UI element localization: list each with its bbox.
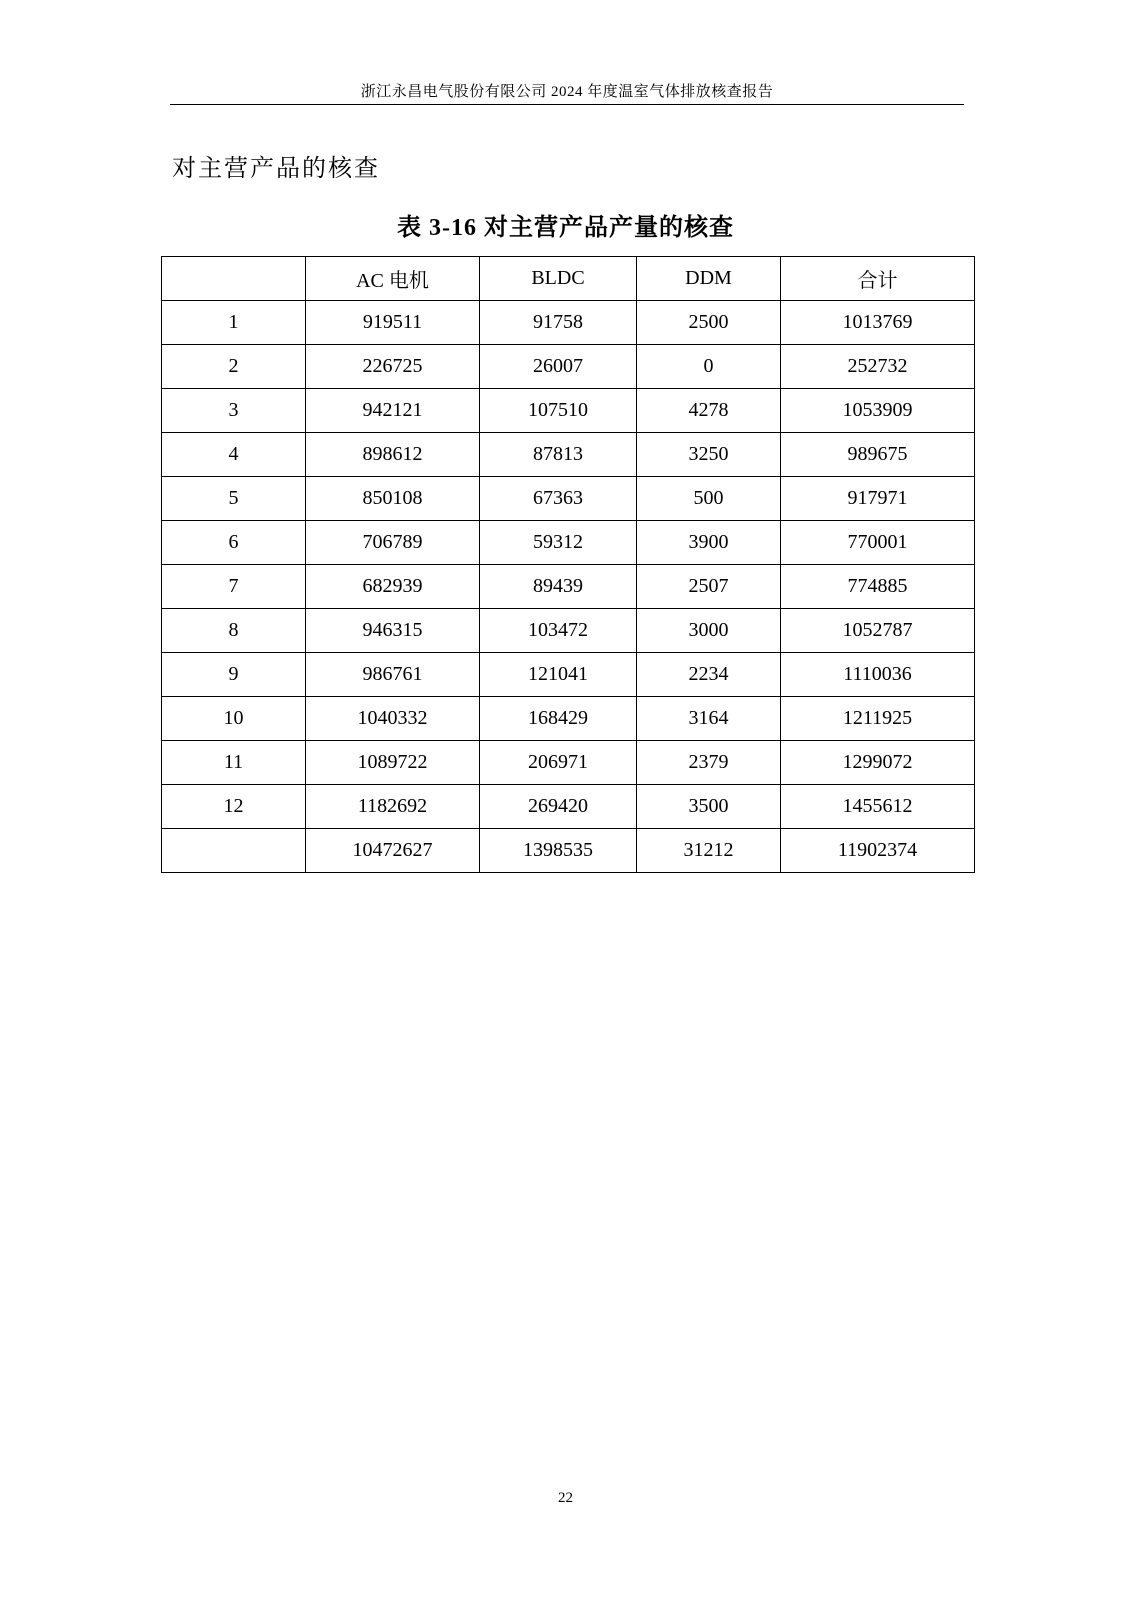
table-header-row	[162, 257, 975, 301]
ac-motor-cell: 946315	[306, 609, 480, 653]
table-row	[162, 653, 975, 697]
column-header-ddm: DDM	[637, 257, 781, 301]
bldc-cell: 206971	[480, 741, 637, 785]
month-cell: 9	[162, 653, 306, 697]
header-rule	[170, 104, 964, 105]
bldc-cell: 26007	[480, 345, 637, 389]
table-row	[162, 609, 975, 653]
table-total-row	[162, 829, 975, 873]
bldc-cell: 121041	[480, 653, 637, 697]
table-row	[162, 433, 975, 477]
ac-motor-cell: 898612	[306, 433, 480, 477]
table-row	[162, 785, 975, 829]
ddm-cell: 500	[637, 477, 781, 521]
month-cell: 8	[162, 609, 306, 653]
ddm-cell: 3900	[637, 521, 781, 565]
total-cell: 252732	[781, 345, 975, 389]
month-cell: 7	[162, 565, 306, 609]
ac-motor-cell: 986761	[306, 653, 480, 697]
ddm-total-cell: 31212	[637, 829, 781, 873]
month-cell: 4	[162, 433, 306, 477]
ac-motor-total-cell: 10472627	[306, 829, 480, 873]
total-cell: 989675	[781, 433, 975, 477]
bldc-cell: 59312	[480, 521, 637, 565]
ac-motor-cell: 1182692	[306, 785, 480, 829]
total-cell: 1052787	[781, 609, 975, 653]
bldc-cell: 269420	[480, 785, 637, 829]
ddm-cell: 3250	[637, 433, 781, 477]
total-cell: 1455612	[781, 785, 975, 829]
table-row	[162, 697, 975, 741]
column-header-ac-motor: AC 电机	[306, 257, 480, 301]
total-cell: 1299072	[781, 741, 975, 785]
month-cell: 2	[162, 345, 306, 389]
table-row	[162, 565, 975, 609]
month-cell: 10	[162, 697, 306, 741]
month-cell: 12	[162, 785, 306, 829]
table-caption: 表 3-16 对主营产品产量的核查	[397, 215, 734, 241]
grand-total-cell: 11902374	[781, 829, 975, 873]
production-table	[161, 256, 975, 873]
ddm-cell: 2234	[637, 653, 781, 697]
table-row	[162, 741, 975, 785]
column-header-total: 合计	[781, 257, 975, 301]
ddm-cell: 2379	[637, 741, 781, 785]
month-cell: 6	[162, 521, 306, 565]
ac-motor-cell: 682939	[306, 565, 480, 609]
ddm-cell: 3000	[637, 609, 781, 653]
ddm-cell: 4278	[637, 389, 781, 433]
total-cell: 770001	[781, 521, 975, 565]
bldc-cell: 107510	[480, 389, 637, 433]
bldc-cell: 67363	[480, 477, 637, 521]
table-row	[162, 521, 975, 565]
table-row	[162, 301, 975, 345]
ac-motor-cell: 1089722	[306, 741, 480, 785]
month-cell: 1	[162, 301, 306, 345]
bldc-cell: 103472	[480, 609, 637, 653]
running-header: 浙江永昌电气股份有限公司 2024 年度温室气体排放核查报告	[360, 84, 774, 100]
ac-motor-cell: 706789	[306, 521, 480, 565]
table-row	[162, 345, 975, 389]
ac-motor-cell: 1040332	[306, 697, 480, 741]
bldc-cell: 168429	[480, 697, 637, 741]
table-row	[162, 477, 975, 521]
page-number: 22	[558, 1490, 573, 1506]
ddm-cell: 3500	[637, 785, 781, 829]
ddm-cell: 0	[637, 345, 781, 389]
section-heading: 对主营产品的核查	[172, 156, 380, 182]
month-cell: 5	[162, 477, 306, 521]
bldc-total-cell: 1398535	[480, 829, 637, 873]
bldc-cell: 89439	[480, 565, 637, 609]
total-cell: 1110036	[781, 653, 975, 697]
total-cell: 774885	[781, 565, 975, 609]
ac-motor-cell: 226725	[306, 345, 480, 389]
total-cell: 1013769	[781, 301, 975, 345]
ac-motor-cell: 942121	[306, 389, 480, 433]
total-cell: 917971	[781, 477, 975, 521]
total-label-cell	[162, 829, 306, 873]
ddm-cell: 2507	[637, 565, 781, 609]
total-cell: 1053909	[781, 389, 975, 433]
ddm-cell: 2500	[637, 301, 781, 345]
ddm-cell: 3164	[637, 697, 781, 741]
bldc-cell: 87813	[480, 433, 637, 477]
column-header-blank	[162, 257, 306, 301]
total-cell: 1211925	[781, 697, 975, 741]
bldc-cell: 91758	[480, 301, 637, 345]
ac-motor-cell: 919511	[306, 301, 480, 345]
column-header-bldc: BLDC	[480, 257, 637, 301]
ac-motor-cell: 850108	[306, 477, 480, 521]
month-cell: 11	[162, 741, 306, 785]
table-row	[162, 389, 975, 433]
month-cell: 3	[162, 389, 306, 433]
